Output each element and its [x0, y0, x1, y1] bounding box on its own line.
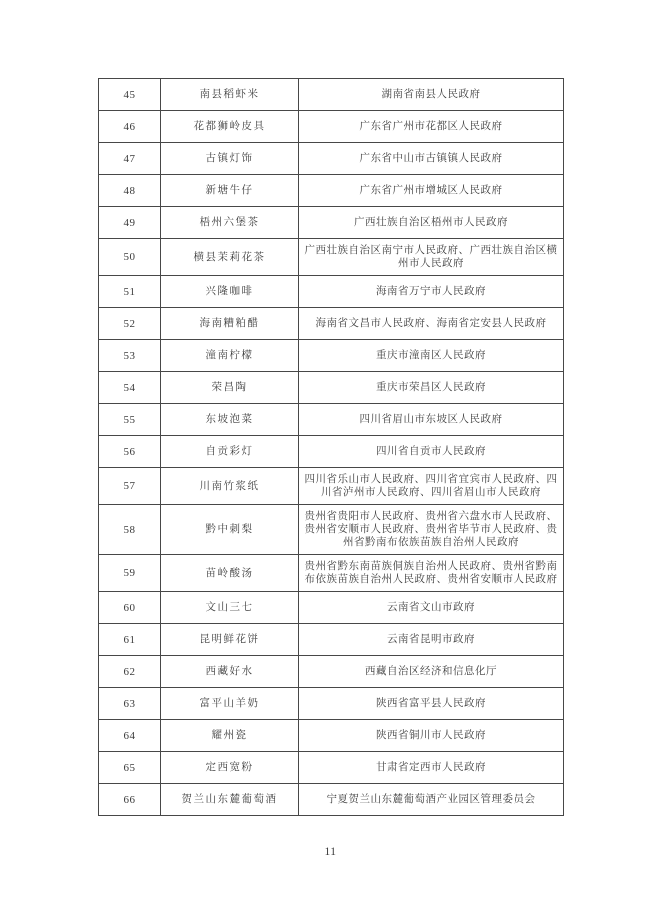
product-government-table — [98, 78, 564, 816]
government-body-cell: 广东省中山市古镇镇人民政府 — [299, 143, 564, 175]
product-name-cell: 古镇灯饰 — [161, 143, 299, 175]
row-number-cell: 51 — [99, 276, 161, 308]
row-number-cell: 53 — [99, 340, 161, 372]
government-body-cell: 湖南省南县人民政府 — [299, 79, 564, 111]
government-body-cell: 四川省眉山市东坡区人民政府 — [299, 404, 564, 436]
row-number-cell: 64 — [99, 720, 161, 752]
row-number-cell: 57 — [99, 468, 161, 505]
product-name-cell: 花都狮岭皮具 — [161, 111, 299, 143]
row-number-cell: 47 — [99, 143, 161, 175]
government-body-cell: 陕西省富平县人民政府 — [299, 688, 564, 720]
government-body-cell: 广西壮族自治区南宁市人民政府、广西壮族自治区横州市人民政府 — [299, 239, 564, 276]
government-body-cell: 广东省广州市增城区人民政府 — [299, 175, 564, 207]
government-body-cell: 云南省昆明市政府 — [299, 624, 564, 656]
product-name-cell: 文山三七 — [161, 592, 299, 624]
table-row — [99, 143, 564, 175]
government-body-cell: 甘肃省定西市人民政府 — [299, 752, 564, 784]
table-row — [99, 404, 564, 436]
row-number-cell: 54 — [99, 372, 161, 404]
row-number-cell: 58 — [99, 505, 161, 555]
product-name-cell: 自贡彩灯 — [161, 436, 299, 468]
table-row — [99, 276, 564, 308]
row-number-cell: 59 — [99, 555, 161, 592]
row-number-cell: 63 — [99, 688, 161, 720]
row-number-cell: 66 — [99, 784, 161, 816]
table-body — [99, 79, 564, 816]
row-number-cell: 61 — [99, 624, 161, 656]
product-name-cell: 梧州六堡茶 — [161, 207, 299, 239]
row-number-cell: 45 — [99, 79, 161, 111]
row-number-cell: 46 — [99, 111, 161, 143]
product-name-cell: 南县稻虾米 — [161, 79, 299, 111]
government-body-cell: 四川省乐山市人民政府、四川省宜宾市人民政府、四川省泸州市人民政府、四川省眉山市人民政府 — [299, 468, 564, 505]
row-number-cell: 49 — [99, 207, 161, 239]
row-number-cell: 62 — [99, 656, 161, 688]
row-number-cell: 52 — [99, 308, 161, 340]
table-row — [99, 79, 564, 111]
row-number-cell: 56 — [99, 436, 161, 468]
product-name-cell: 海南糟粕醋 — [161, 308, 299, 340]
table-row — [99, 656, 564, 688]
government-body-cell: 陕西省铜川市人民政府 — [299, 720, 564, 752]
table-row — [99, 372, 564, 404]
table-row — [99, 688, 564, 720]
government-body-cell: 广西壮族自治区梧州市人民政府 — [299, 207, 564, 239]
table-row — [99, 505, 564, 555]
table-row — [99, 468, 564, 505]
product-name-cell: 东坡泡菜 — [161, 404, 299, 436]
table-row — [99, 592, 564, 624]
government-body-cell: 贵州省黔东南苗族侗族自治州人民政府、贵州省黔南布依族苗族自治州人民政府、贵州省安顺市人民政府 — [299, 555, 564, 592]
table-row — [99, 624, 564, 656]
government-body-cell: 贵州省贵阳市人民政府、贵州省六盘水市人民政府、贵州省安顺市人民政府、贵州省毕节市人民政府、贵州省黔南布依族苗族自治州人民政府 — [299, 505, 564, 555]
government-body-cell: 西藏自治区经济和信息化厅 — [299, 656, 564, 688]
table-row — [99, 111, 564, 143]
product-name-cell: 荣昌陶 — [161, 372, 299, 404]
product-name-cell: 横县茉莉花茶 — [161, 239, 299, 276]
government-body-cell: 重庆市潼南区人民政府 — [299, 340, 564, 372]
product-name-cell: 新塘牛仔 — [161, 175, 299, 207]
table-row — [99, 308, 564, 340]
government-body-cell: 重庆市荣昌区人民政府 — [299, 372, 564, 404]
government-body-cell: 广东省广州市花都区人民政府 — [299, 111, 564, 143]
table-row — [99, 175, 564, 207]
page-number: 11 — [324, 846, 337, 858]
product-name-cell: 定西宽粉 — [161, 752, 299, 784]
row-number-cell: 50 — [99, 239, 161, 276]
government-body-cell: 宁夏贺兰山东麓葡萄酒产业园区管理委员会 — [299, 784, 564, 816]
government-body-cell: 云南省文山市政府 — [299, 592, 564, 624]
row-number-cell: 48 — [99, 175, 161, 207]
table-row — [99, 436, 564, 468]
product-name-cell: 富平山羊奶 — [161, 688, 299, 720]
product-name-cell: 川南竹浆纸 — [161, 468, 299, 505]
product-name-cell: 潼南柠檬 — [161, 340, 299, 372]
product-name-cell: 兴隆咖啡 — [161, 276, 299, 308]
table-row — [99, 555, 564, 592]
product-name-cell: 昆明鲜花饼 — [161, 624, 299, 656]
row-number-cell: 65 — [99, 752, 161, 784]
product-name-cell: 西藏好水 — [161, 656, 299, 688]
table-row — [99, 239, 564, 276]
table-row — [99, 784, 564, 816]
product-name-cell: 贺兰山东麓葡萄酒 — [161, 784, 299, 816]
table-row — [99, 752, 564, 784]
government-body-cell: 四川省自贡市人民政府 — [299, 436, 564, 468]
product-name-cell: 耀州瓷 — [161, 720, 299, 752]
government-body-cell: 海南省万宁市人民政府 — [299, 276, 564, 308]
product-name-cell: 苗岭酸汤 — [161, 555, 299, 592]
row-number-cell: 55 — [99, 404, 161, 436]
government-body-cell: 海南省文昌市人民政府、海南省定安县人民政府 — [299, 308, 564, 340]
row-number-cell: 60 — [99, 592, 161, 624]
table-row — [99, 340, 564, 372]
product-name-cell: 黔中刺梨 — [161, 505, 299, 555]
table-row — [99, 720, 564, 752]
table-row — [99, 207, 564, 239]
